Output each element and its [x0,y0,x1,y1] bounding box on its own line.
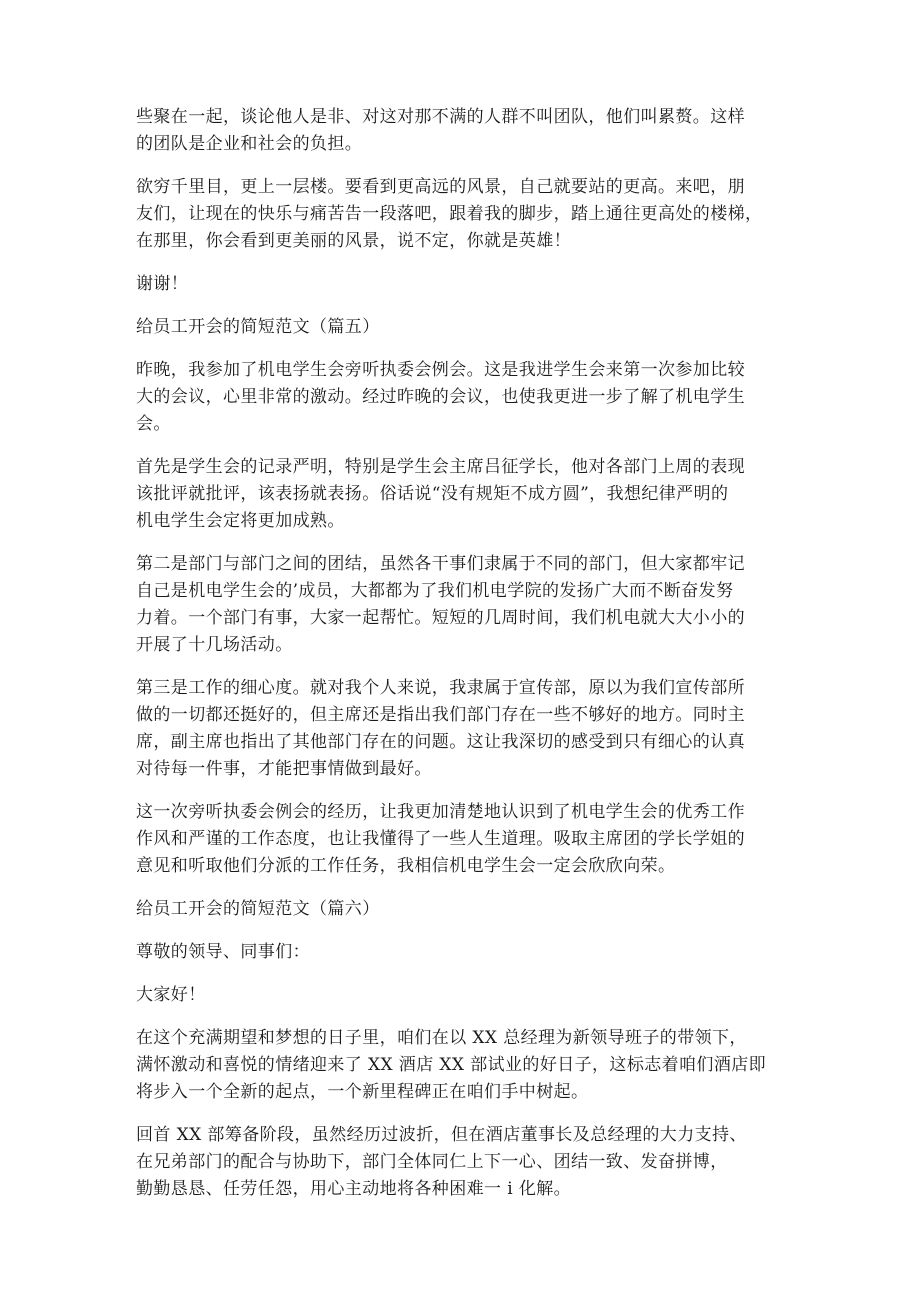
text-line: 昨晚，我参加了机电学生会旁听执委会例会。这是我进学生会来第一次参加比较 [136,360,745,380]
text-line: 会。 [136,414,171,434]
text-line: 该批评就批评，该表扬就表扬。俗话说“没有规矩不成方圆”，我想纪律严明的 [136,484,729,504]
text-line: 的团队是企业和社会的负担。 [136,134,363,154]
document-body [136,104,786,1219]
text-line: 谢谢！ [136,274,189,294]
text-line: 作风和严谨的工作态度，也让我懂得了一些人生道理。吸取主席团的学长学姐的 [136,829,745,849]
text-line: 尊敬的领导、同事们： [136,942,310,962]
text-line: 对待每一件事，才能把事情做到最好。 [136,759,432,779]
text-line: 自己是机电学生会的’成员，大都都为了我们机电学院的发扬广大而不断奋发努 [136,581,734,601]
body-paragraph [136,104,786,158]
text-line: 给员工开会的简短范文（篇五） [136,317,380,337]
text-line: 勤勤恳恳、任劳任怨，用心主动地将各种困难一 i 化解。 [136,1179,572,1199]
body-paragraph [136,551,786,659]
text-line: 在兄弟部门的配合与协助下，部门全体同仁上下一心、团结一致、发奋拼博， [136,1152,728,1172]
text-line: 友们，让现在的快乐与痛苦告一段落吧，跟着我的脚步，踏上通往更高处的楼梯， [136,204,763,224]
text-line: 在那里，你会看到更美丽的风景，说不定，你就是英雄！ [136,231,571,251]
text-line: 第二是部门与部门之间的团结，虽然各干事们隶属于不同的部门，但大家都牢记 [136,554,745,574]
text-line: 欲穷千里目，更上一层楼。要看到更高远的风景，自己就要站的更高。来吧，朋 [136,177,745,197]
text-line: 将步入一个全新的起点，一个新里程碑正在咱们手中树起。 [136,1082,589,1102]
body-paragraph [136,357,786,438]
body-paragraph [136,271,786,298]
text-line: 首先是学生会的记录严明，特别是学生会主席吕征学长，他对各部门上周的表现 [136,457,745,477]
text-line: 些聚在一起，谈论他人是非、对这对那不满的人群不叫团队，他们叫累赘。这样 [136,107,745,127]
text-line: 力着。一个部门有事，大家一起帮忙。短短的几周时间，我们机电就大大小小的 [136,608,745,628]
text-line: 满怀激动和喜悦的情绪迎来了 XX 酒店 XX 部试业的好日子，这标志着咱们酒店即 [136,1055,767,1075]
section-heading [136,896,786,923]
text-line: 第三是工作的细心度。就对我个人来说，我隶属于宣传部，原以为我们宣传部所 [136,678,745,698]
body-paragraph [136,1122,786,1203]
body-paragraph [136,939,786,966]
text-line: 意见和听取他们分派的工作任务，我相信机电学生会一定会欣欣向荣。 [136,856,676,876]
body-paragraph [136,982,786,1009]
section-heading [136,314,786,341]
text-line: 做的一切都还挺好的，但主席还是指出我们部门存在一些不够好的地方。同时主 [136,705,745,725]
body-paragraph [136,675,786,783]
text-line: 大家好！ [136,985,206,1005]
body-paragraph [136,799,786,880]
text-line: 在这个充满期望和梦想的日子里，咱们在以 XX 总经理为新领导班子的带领下， [136,1028,747,1048]
text-line: 开展了十几场活动。 [136,635,293,655]
text-line: 这一次旁听执委会例会的经历，让我更加清楚地认识到了机电学生会的优秀工作 [136,802,745,822]
text-line: 机电学生会定将更加成熟。 [136,511,345,531]
body-paragraph [136,454,786,535]
text-line: 席，副主席也指出了其他部门存在的问题。这让我深切的感受到只有细心的认真 [136,732,745,752]
body-paragraph [136,1025,786,1106]
body-paragraph [136,174,786,255]
text-line: 给员工开会的简短范文（篇六） [136,899,380,919]
text-line: 回首 XX 部筹备阶段，虽然经历过波折，但在酒店董事长及总经理的大力支持、 [136,1125,747,1145]
text-line: 大的会议，心里非常的激动。经过昨晚的会议，也使我更进一步了解了机电学生 [136,387,745,407]
